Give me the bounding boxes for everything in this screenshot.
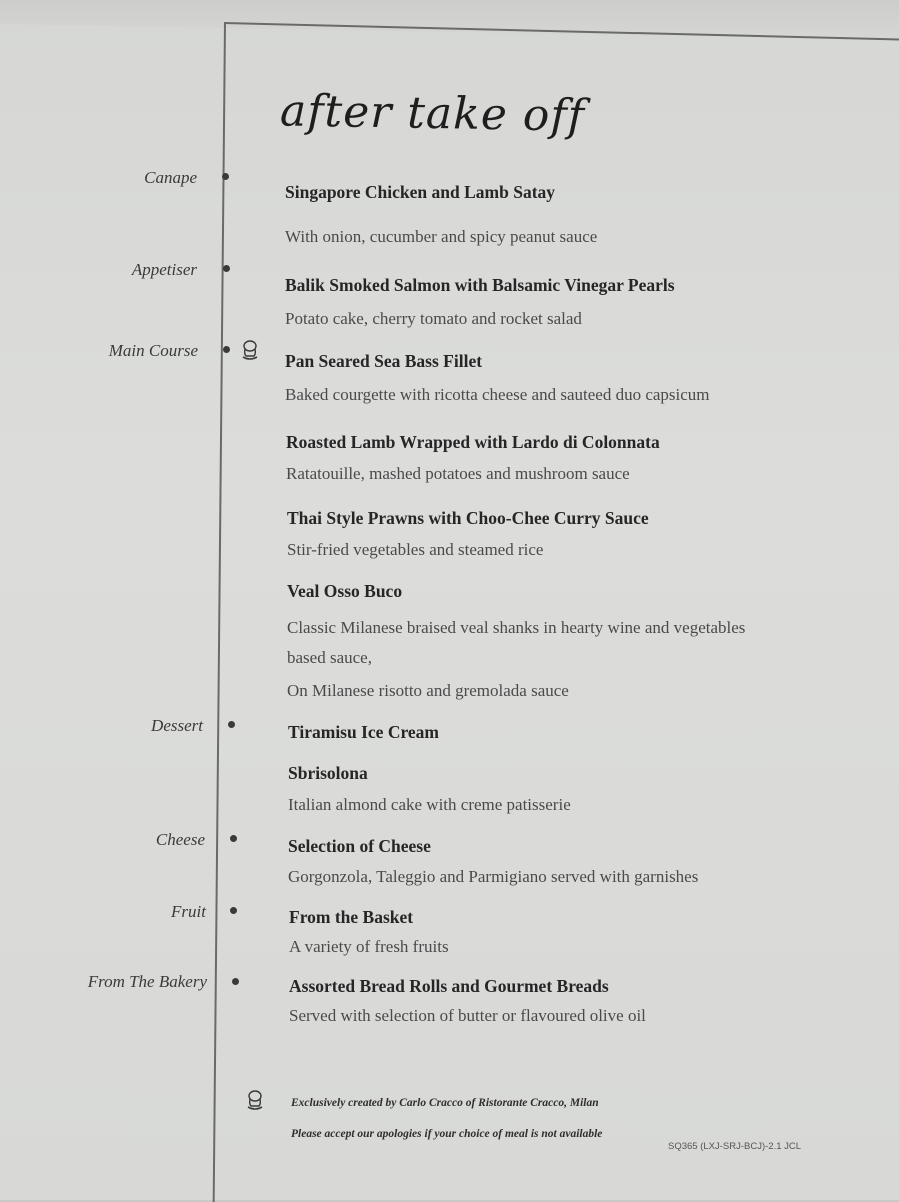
dish-name-fruit: From the Basket (289, 907, 414, 927)
apology-note: Please accept our apologies if your choice of meal is not available (291, 1128, 603, 1140)
chef-hat-icon (240, 340, 260, 362)
dish-name-cheese: Selection of Cheese (288, 836, 431, 856)
chef-credit-note: Exclusively created by Carlo Cracco of Ristorante Cracco, Milan (291, 1097, 599, 1109)
dish-desc-satay: With onion, cucumber and spicy peanut sauce (285, 227, 598, 246)
dish-desc-seabass: Baked courgette with ricotta cheese and sauteed duo capsicum (285, 385, 710, 404)
dish-desc-salmon: Potato cake, cherry tomato and rocket salad (285, 309, 582, 328)
course-bullet (232, 978, 239, 985)
course-label-fruit: Fruit (171, 902, 206, 921)
paper-shadow (0, 0, 899, 40)
dish-desc-osso-buco-line2: based sauce, (287, 648, 372, 667)
dish-desc-lamb: Ratatouille, mashed potatoes and mushroom sauce (286, 464, 630, 483)
dish-name-lamb: Roasted Lamb Wrapped with Lardo di Colonnata (286, 432, 660, 452)
course-label-canape: Canape (144, 168, 197, 187)
dish-name-osso-buco: Veal Osso Buco (287, 581, 403, 601)
dish-desc-osso-buco-line3: On Milanese risotto and gremolada sauce (287, 681, 569, 700)
dish-name-sbrisolona: Sbrisolona (288, 763, 368, 783)
dish-desc-sbrisolona: Italian almond cake with creme patisserie (288, 795, 571, 814)
dish-desc-fruit: A variety of fresh fruits (289, 937, 449, 956)
dish-desc-bread: Served with selection of butter or flavoured olive oil (289, 1006, 646, 1025)
dish-desc-prawns: Stir-fried vegetables and steamed rice (287, 540, 544, 559)
dish-name-prawns: Thai Style Prawns with Choo-Chee Curry Sauce (287, 508, 649, 528)
course-bullet (223, 265, 230, 272)
course-bullet (228, 721, 235, 728)
vertical-rule (213, 22, 226, 1202)
dish-name-seabass: Pan Seared Sea Bass Fillet (285, 351, 483, 371)
dish-desc-cheese: Gorgonzola, Taleggio and Parmigiano served with garnishes (288, 867, 699, 886)
course-label-dessert: Dessert (151, 716, 203, 735)
course-label-bakery: From The Bakery (87, 972, 207, 991)
course-bullet (230, 907, 237, 914)
dish-desc-osso-buco-line1: Classic Milanese braised veal shanks in hearty wine and vegetables (287, 618, 746, 637)
course-label-appetiser: Appetiser (131, 260, 197, 279)
dish-name-salmon: Balik Smoked Salmon with Balsamic Vinegar Pearls (285, 275, 675, 295)
dish-name-bread: Assorted Bread Rolls and Gourmet Breads (289, 976, 609, 996)
course-bullet (223, 346, 230, 353)
course-label-cheese: Cheese (155, 830, 205, 849)
course-label-main-course: Main Course (108, 341, 198, 360)
menu-title: after take off (279, 85, 586, 142)
chef-hat-icon (245, 1090, 265, 1112)
dish-name-satay: Singapore Chicken and Lamb Satay (285, 182, 556, 202)
dish-name-tiramisu: Tiramisu Ice Cream (288, 722, 439, 742)
course-bullet (222, 173, 229, 180)
menu-code: SQ365 (LXJ-SRJ-BCJ)-2.1 JCL (668, 1141, 802, 1152)
course-bullet (230, 835, 237, 842)
